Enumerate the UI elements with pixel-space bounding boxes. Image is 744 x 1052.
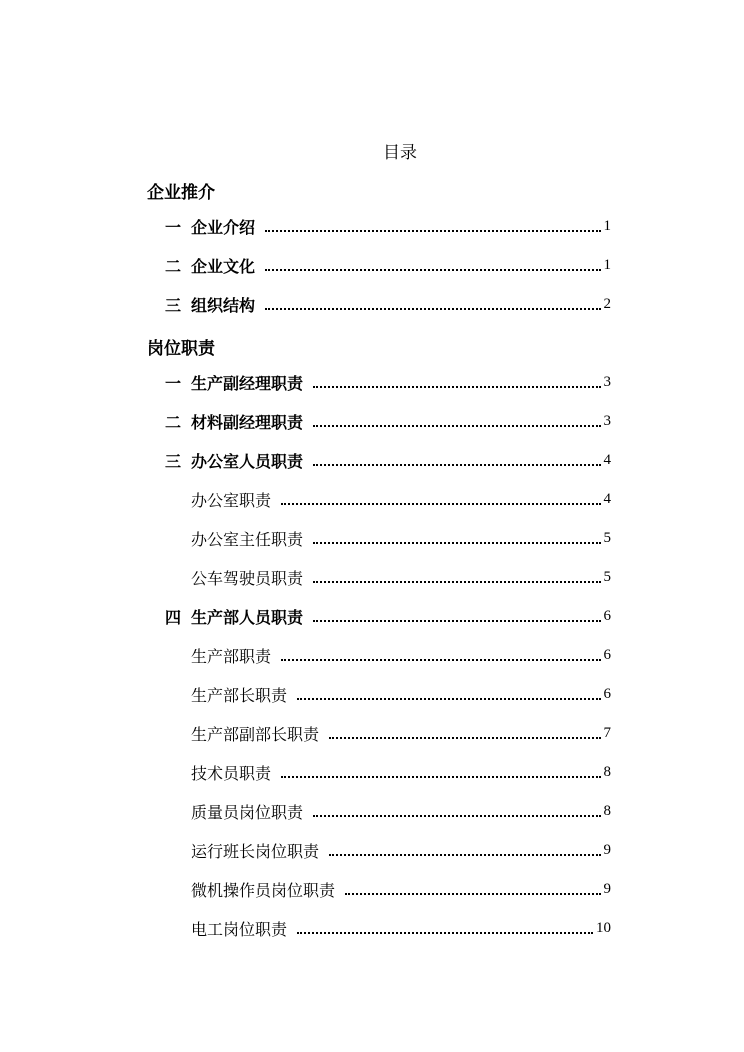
toc-entry-label: 生产副经理职责 [191,373,304,393]
toc-entry-label: 办公室人员职责 [191,451,304,471]
toc-entry-page-number: 9 [603,880,611,897]
toc-entry-label: 质量员岗位职责 [191,802,304,822]
toc-entry-technician[interactable] [191,759,611,785]
toc-entry-company-driver[interactable] [191,564,611,590]
toc-entry-label: 电工岗位职责 [191,919,288,939]
toc-entry-page-number: 5 [603,529,611,546]
toc-entry-page-number: 1 [603,256,611,273]
toc-entry-page-number: 4 [603,451,611,468]
toc-entry-label: 材料副经理职责 [191,412,304,432]
toc-entry-label: 企业介绍 [191,217,256,237]
dot-leader [313,385,600,388]
dot-leader [281,775,600,778]
toc-entry-label: 生产部人员职责 [191,607,304,627]
toc-entry-office-director[interactable] [191,525,611,551]
toc-entry-page-number: 3 [603,412,611,429]
toc-entry-page-number: 9 [603,841,611,858]
toc-entry-label: 企业文化 [191,256,256,276]
toc-entry-materials-deputy-manager[interactable] [165,408,611,434]
toc-entry-number: 一 [165,373,182,393]
dot-leader [345,892,600,895]
dot-leader [297,697,600,700]
dot-leader [265,229,600,232]
toc-entry-label: 办公室主任职责 [191,529,304,549]
dot-leader [297,931,593,934]
toc-entry-page-number: 1 [603,217,611,234]
toc-entry-office-duties[interactable] [191,486,611,512]
toc-entry-label: 技术员职责 [191,763,272,783]
dot-leader [281,502,600,505]
toc-entry-label: 组织结构 [191,295,256,315]
dot-leader [313,424,600,427]
toc-entry-page-number: 8 [603,802,611,819]
toc-entry-number: 三 [165,451,182,471]
section-heading-enterprise: 企业推介 [147,183,215,203]
toc-entry-label: 微机操作员岗位职责 [191,880,336,900]
dot-leader [313,619,600,622]
toc-entry-label: 公车驾驶员职责 [191,568,304,588]
toc-entry-org-structure[interactable] [165,291,611,317]
toc-entry-number: 一 [165,217,182,237]
toc-entry-number: 四 [165,607,182,627]
toc-entry-production-deputy-head[interactable] [191,720,611,746]
toc-entry-shift-leader[interactable] [191,837,611,863]
toc-entry-page-number: 8 [603,763,611,780]
toc-entry-page-number: 4 [603,490,611,507]
toc-entry-label: 生产部职责 [191,646,272,666]
toc-entry-number: 二 [165,256,182,276]
toc-entry-label: 办公室职责 [191,490,272,510]
toc-entry-page-number: 5 [603,568,611,585]
toc-entry-page-number: 3 [603,373,611,390]
toc-entry-company-intro[interactable] [165,213,611,239]
toc-entry-quality-inspector[interactable] [191,798,611,824]
section-heading-duties: 岗位职责 [147,339,215,359]
dot-leader [329,853,600,856]
toc-entry-office-staff[interactable] [165,447,611,473]
toc-entry-label: 生产部副部长职责 [191,724,320,744]
toc-entry-page-number: 2 [603,295,611,312]
toc-entry-production-dept-duties[interactable] [191,642,611,668]
toc-entry-label: 运行班长岗位职责 [191,841,320,861]
toc-entry-page-number: 6 [603,685,611,702]
dot-leader [281,658,600,661]
dot-leader [329,736,600,739]
toc-entry-page-number: 10 [596,919,611,936]
toc-entry-production-dept-head[interactable] [191,681,611,707]
toc-entry-number: 三 [165,295,182,315]
toc-entry-page-number: 6 [603,607,611,624]
dot-leader [313,580,600,583]
dot-leader [313,463,600,466]
toc-entry-page-number: 6 [603,646,611,663]
dot-leader [265,268,600,271]
toc-entry-production-deputy-manager[interactable] [165,369,611,395]
toc-entry-computer-operator[interactable] [191,876,611,902]
toc-entry-number: 二 [165,412,182,432]
dot-leader [313,541,600,544]
toc-entry-electrician[interactable] [191,915,611,941]
dot-leader [313,814,600,817]
toc-entry-production-staff[interactable] [165,603,611,629]
toc-entry-page-number: 7 [603,724,611,741]
dot-leader [265,307,600,310]
toc-title: 目录 [383,143,417,163]
toc-entry-label: 生产部长职责 [191,685,288,705]
toc-entry-company-culture[interactable] [165,252,611,278]
